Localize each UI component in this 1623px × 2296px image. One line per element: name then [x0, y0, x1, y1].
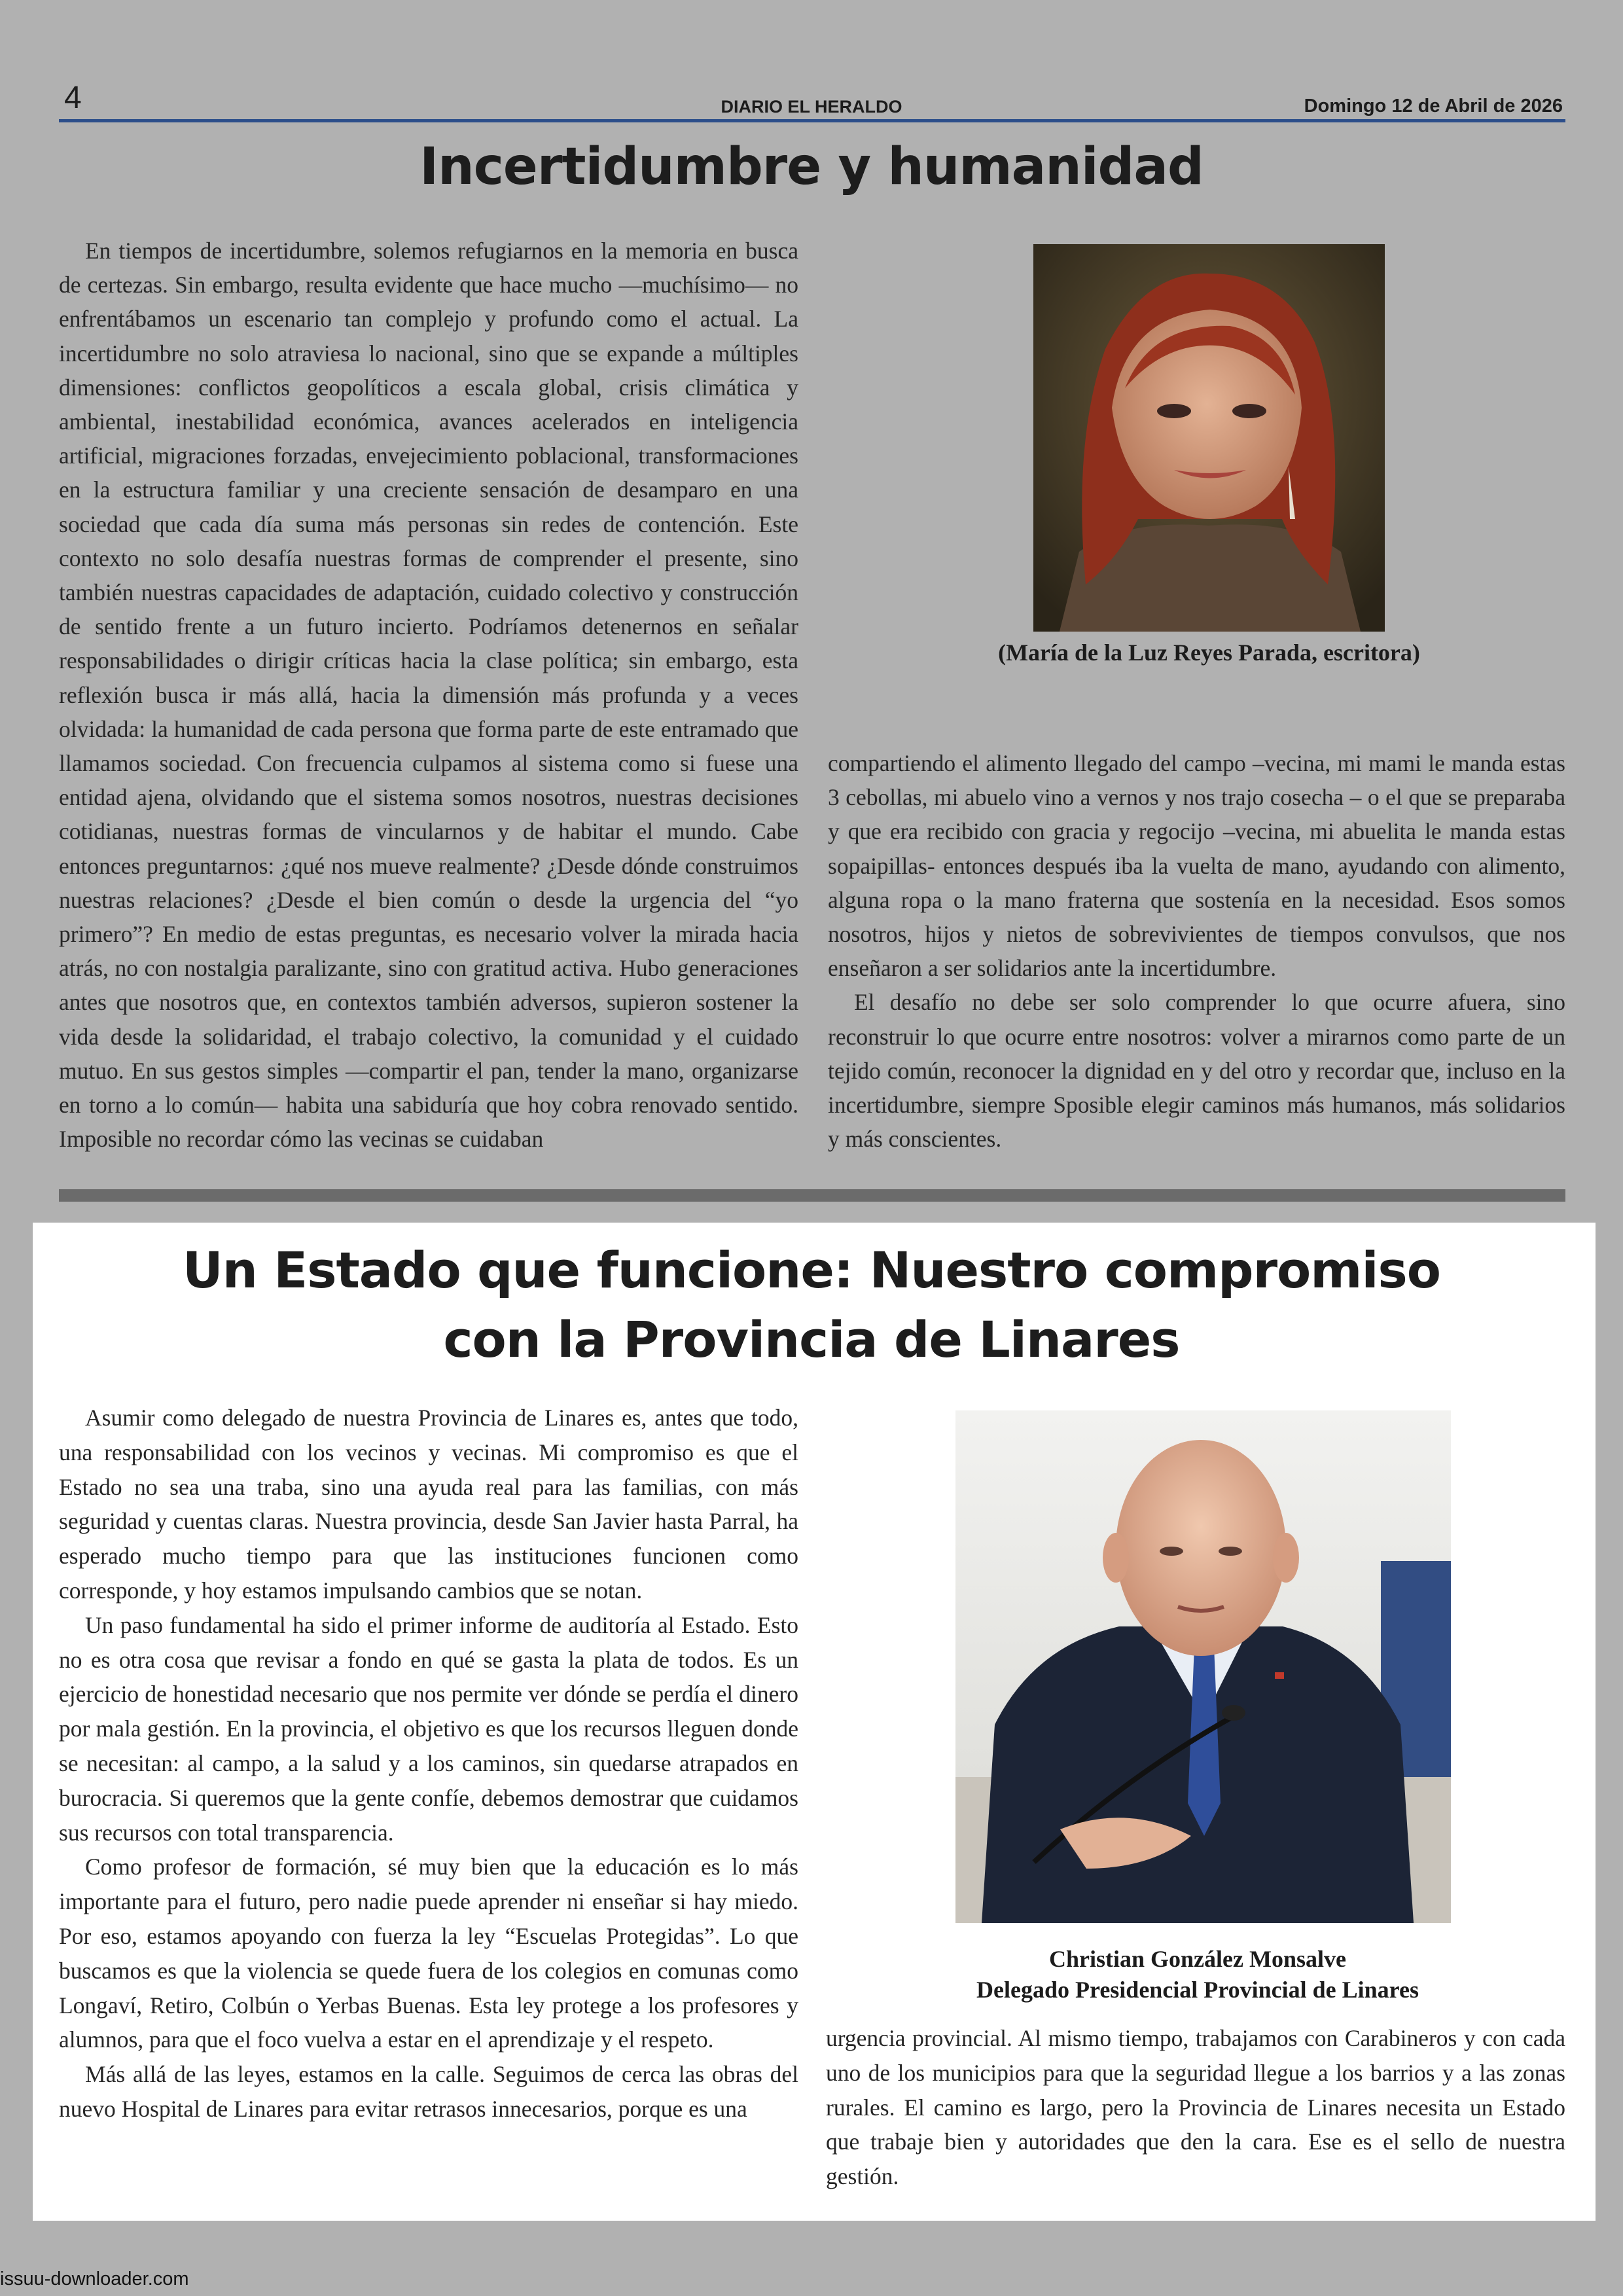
article2-paragraph: urgencia provincial. Al mismo tiempo, trabajamos con Carabineros y con cada uno de los municipios para que la seguridad llegue a los barrios y a las zonas rurales. El camino es largo, pero la Provincia de Linares necesita un Estado que trabaje bien y autoridades que den la cara. Ese es el sello de nuestra gestión.: [826, 2025, 1565, 2190]
article2-title: [0, 1236, 1623, 1374]
article1-paragraph: En tiempos de incertidumbre, solemos refugiarnos en la memoria en busca de certezas. Sin embargo, resulta evidente que hace mucho —muchísimo— no enfrentábamos un escenario tan complejo y profundo como el actual. La incertidumbre no solo atraviesa lo nacional, sino que se expande a múltiples dimensiones: conflictos geopolíticos a escala global, crisis climática y ambiental, inestabilidad económica, avances acelerados en inteligencia artificial, migraciones forzadas, envejecimiento poblacional, transformaciones en la estructura familiar y una creciente sensación de desamparo en una sociedad que cada día suma más personas sin redes de contención. Este contexto no solo desafía nuestras formas de comprender el presente, sino también nuestras capacidades de adaptación, cuidado colectivo y construcción de sentido frente a un futuro incierto. Podríamos detenernos en señalar responsabilidades o dirigir críticas hacia la clase política; sin embargo, esta reflexión busca ir más allá, hacia la dimensión más profunda y a veces olvidada: la humanidad de cada persona que forma parte de este entramado que llamamos sociedad. Con frecuencia culpamos al sistema como si fuese una entidad ajena, olvidando que el sistema somos nosotros, nuestras decisiones cotidianas, nuestras formas de vincularnos y de habitar el mundo. Cabe entonces preguntarnos: ¿qué nos mueve realmente? ¿Desde dónde construimos nuestras relaciones? ¿Desde el bien común o desde la urgencia del “yo primero”? En medio de estas preguntas, es necesario volver la mirada hacia atrás, no con nostalgia paralizante, sino con gratitud activa. Hubo generaciones antes que nosotros que, en contextos también adversos, supieron sostener la vida desde la solidaridad, el trabajo colectivo, la comunidad y el cuidado mutuo. En sus gestos simples —compartir el pan, tender la mano, organizarse en torno a lo común— habita una sabiduría que hoy cobra renovado sentido. Imposible no recordar cómo las vecinas se cuidaban: [59, 238, 798, 1153]
article1-title: Incertidumbre y humanidad: [419, 137, 1204, 196]
article2-paragraph: Como profesor de formación, sé muy bien que la educación es lo más importante para el futuro, pero nadie puede aprender ni enseñar si hay miedo. Por eso, estamos apoyando con fuerza la ley “Escuelas Protegidas”. Lo que buscamos es que la violencia se quede fuera de los colegios en comunas como Longaví, Retiro, Colbún o Yerbas Buenas. Esta ley protege a los profesores y alumnos, para que el foco vuelva a estar en el aprendizaje y el respeto.: [59, 1854, 798, 2053]
article2-column-right: [826, 2021, 1565, 2194]
delegate-photo-caption: [929, 1944, 1466, 2005]
article2-title-line: con la Provincia de Linares: [443, 1310, 1180, 1369]
article1-paragraph: El desafío no debe ser solo comprender lo que ocurre afuera, sino reconstruir lo que ocurre entre nosotros: volver a mirarnos como parte de un tejido común, reconocer la dignidad en y del otro y recordar que, incluso en la incertidumbre, siempre Sposible elegir caminos más humanos, más solidarios y más conscientes.: [828, 989, 1565, 1153]
article2-column-left: [59, 1401, 798, 2126]
delegate-portrait-image: [955, 1410, 1451, 1923]
footer-watermark[interactable]: issuu-downloader.com: [0, 2269, 189, 2289]
newspaper-name: DIARIO EL HERALDO: [721, 97, 902, 117]
header-rule: [59, 119, 1565, 122]
section-divider: [59, 1189, 1565, 1202]
article2-paragraph: Un paso fundamental ha sido el primer informe de auditoría al Estado. Esto no es otra cosa que revisar a fondo en qué se gasta la plata de todos. Es un ejercicio de honestidad necesario que nos permite ver dónde se perdía el dinero por mala gestión. En la provincia, el objetivo es que los recursos lleguen donde se necesitan: al campo, a la salud y a los caminos, sin quedarse atrapados en burocracia. Si queremos que la gente confíe, debemos demostrar que cuidamos sus recursos con total transparencia.: [59, 1611, 798, 1846]
author-photo-caption: (María de la Luz Reyes Parada, escritora): [998, 639, 1420, 666]
article1-paragraph: compartiendo el alimento llegado del campo –vecina, mi mami le manda estas 3 cebollas, mi abuelo vino a vernos y nos trajo cosecha – o el que se preparaba y que era recibido con gracia y regocijo –vecina, mi abuelita le manda estas sopaipillas- entonces después iba la vuelta de mano, ayudando con alimento, alguna ropa o la mano fraterna que sostenía en la necesidad. Esos somos nosotros, hijos y nietos de sobrevivientes de tiempos convulsos, que nos enseñaron a ser solidarios ante la incertidumbre.: [828, 750, 1565, 982]
article2-paragraph: Asumir como delegado de nuestra Provincia de Linares es, antes que todo, una responsabilidad con los vecinos y vecinas. Mi compromiso es que el Estado no sea una traba, sino una ayuda real para las familias, con más seguridad y cuentas claras. Nuestra provincia, desde San Javier hasta Parral, ha esperado mucho tiempo para que las instituciones funcionen como corresponde, y hoy estamos impulsando cambios que se notan.: [59, 1405, 798, 1604]
delegate-name: Christian González Monsalve: [1049, 1946, 1346, 1972]
article2-paragraph: Más allá de las leyes, estamos en la calle. Seguimos de cerca las obras del nuevo Hospital de Linares para evitar retrasos innecesarios, porque es una: [59, 2061, 798, 2122]
article1-column-left: [59, 234, 798, 1156]
issue-date: Domingo 12 de Abril de 2026: [1304, 96, 1563, 117]
delegate-photo: [955, 1410, 1451, 1923]
author-photo: [1033, 244, 1385, 632]
author-portrait-image: [1033, 244, 1385, 632]
article2-title-line: Un Estado que funcione: Nuestro compromiso: [183, 1241, 1440, 1299]
delegate-role: Delegado Presidencial Provincial de Linares: [976, 1977, 1419, 2003]
page-number: 4: [64, 81, 82, 115]
article1-column-right: [828, 746, 1565, 1156]
